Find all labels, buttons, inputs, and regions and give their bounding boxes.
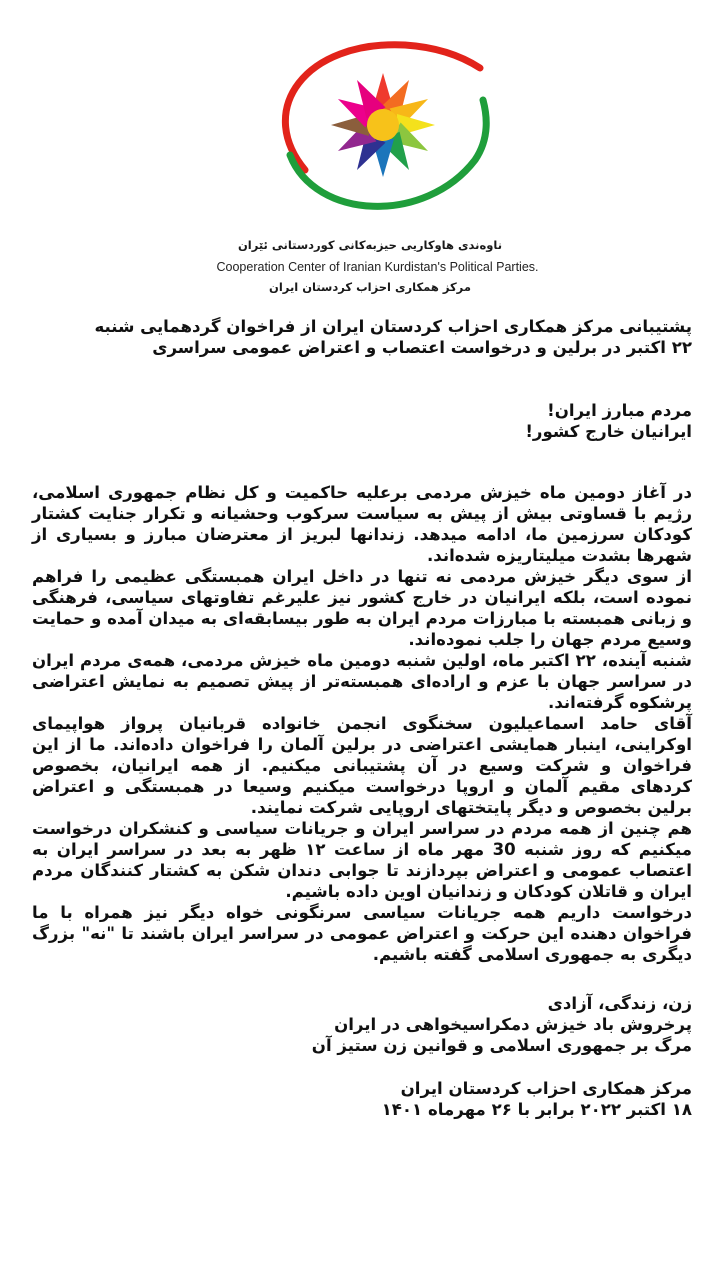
slogan-line: مرگ بر جمهوری اسلامی و قوانین زن ستیز آن (311, 1036, 692, 1055)
paragraph: از سوی دیگر خیزش مردمی نه تنها در داخل ایران همبستگی عظیمی را فراهم نموده است، بلکه ایرانیان در خارج کشور نیز علیرغم تفاوتهای سیاسی، فرهنگی و زبانی همبسته با مبارزات مردم ایران به طور بیسابقه‌ای به میدان آمده و حمایت وسیع مردم جهان را جلب نموده‌اند. (32, 567, 692, 649)
signature-org: مرکز همکاری احزاب کردستان ایران (400, 1079, 692, 1098)
signature-date: ۱۸ اکتبر ۲۰۲۲ برابر با ۲۶ مهرماه ۱۴۰۱ (381, 1100, 692, 1119)
greeting-line: ایرانیان خارج کشور! (525, 422, 692, 441)
statement-title (32, 316, 692, 358)
star-flower-logo-icon (245, 20, 495, 235)
signature-block (32, 1078, 692, 1120)
greeting-line: مردم مبارز ایران! (547, 401, 692, 420)
slogan-line: زن، زندگی، آزادی (547, 994, 692, 1013)
logo-text-english: Cooperation Center of Iranian Kurdistan's Political Parties. (216, 260, 539, 274)
logo-text-kurdish: ناوەندی هاوکاریی حیزبەکانی کوردستانی ئێران (237, 238, 503, 252)
slogans (32, 993, 692, 1056)
slogan-line: پرخروش باد خیزش دمکراسیخواهی در ایران (334, 1015, 692, 1034)
title-line: پشتیبانی مرکز همکاری احزاب کردستان ایران از فراخوان گردهمایی شنبه (94, 317, 692, 336)
statement-body (32, 482, 692, 965)
organization-logo (205, 20, 550, 300)
paragraph: شنبه آینده، ۲۲ اکتبر ماه، اولین شنبه دومین ماه خیزش مردمی، همه‌ی مردم ایران در سراسر جهان با عزم و اراده‌ای همبسته‌تر از پیش تصمیم به نمایش اعتراضی پرشکوه گرفته‌اند. (32, 651, 692, 712)
logo-sun-center (367, 109, 399, 141)
statement-document (32, 316, 692, 1120)
paragraph: در آغاز دومین ماه خیزش مردمی برعلیه حاکمیت و کل نظام جمهوری اسلامی، رژیم با قساوتی بیش از پیش به سیاست سرکوب وحشیانه و تکرار جنایت کشتار کودکان سرزمین ما، ادامه میدهد. زندانها لبریز از معترضان مبارز و بسیاری از شهرها بشدت میلیتاریزه شده‌اند. (32, 483, 692, 565)
logo-text-persian: مرکز همکاری احزاب کردستان ایران (269, 280, 471, 294)
paragraph: هم چنین از همه مردم در سراسر ایران و جریانات سیاسی و کنشکران درخواست میکنیم که روز شنبه 30 مهر ماه از ساعت ۱۲ ظهر به بعد در سراسر ایران به اعتصاب عمومی و اعتراض بپردازند تا جوابی دندان شکن به کشتار کنندگان مردم ایران و قاتلان کودکان و زندانیان اوین داده باشیم. (32, 819, 692, 901)
paragraph: آقای حامد اسماعیلیون سخنگوی انجمن خانواده قربانیان پرواز هواپیمای اوکراینی، اینبار همایشی اعتراضی در برلین آلمان را فراخوان داده‌اند. ما از این فراخوان و شرکت وسیع در آن پشتیبانی میکنیم. از همه ایرانیان، بخصوص کردهای مقیم آلمان و اروپا درخواست میکنیم وسیعا در همبستگی و اعتراض برلین بخصوص و دیگر پایتختهای اروپایی شرکت نمایند. (32, 714, 692, 817)
title-line: ۲۲ اکتبر در برلین و درخواست اعتصاب و اعتراض عمومی سراسری (152, 338, 692, 357)
greeting (32, 400, 692, 442)
paragraph: درخواست داریم همه جریانات سیاسی سرنگونی خواه دیگر نیز همراه با ما فراخوان دهنده این حرکت و اعتراض عمومی در سراسر ایران باشند تا "نه" بزرگ دیگری به جمهوری اسلامی گفته باشیم. (32, 903, 692, 964)
